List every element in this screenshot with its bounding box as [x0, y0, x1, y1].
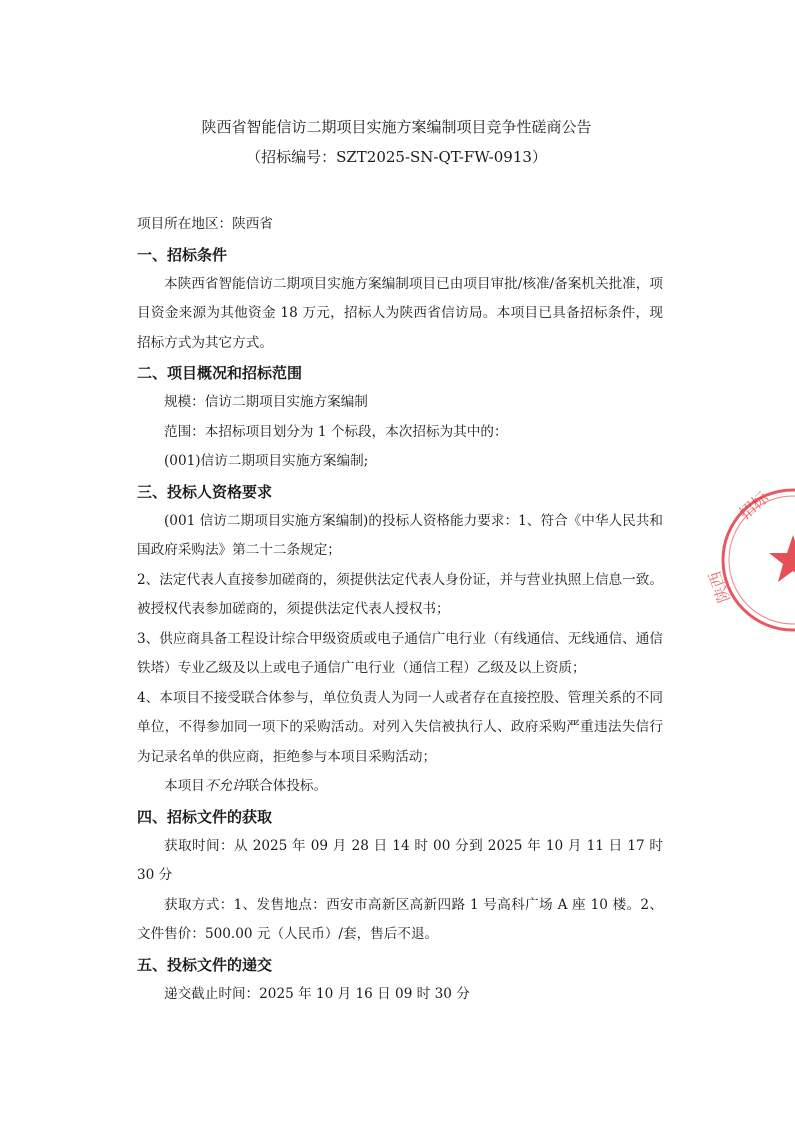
official-seal	[704, 480, 795, 650]
section-2-heading: 二、项目概况和招标范围	[137, 364, 303, 382]
requirement-2: 2、法定代表人直接参加磋商的，须提供法定代表人身份证，并与营业执照上信息一致。被授权代表参加磋商的，须提供法定代表人授权书；	[137, 571, 663, 617]
seal-star-icon	[769, 535, 795, 582]
svg-text:招标: 招标	[735, 487, 773, 524]
requirement-3: 3、供应商具备工程设计综合甲级资质或电子通信广电行业（有线通信、无线通信、通信铁塔）专业乙级及以上或电子通信广电行业（通信工程）乙级及以上资质；	[137, 630, 663, 676]
document-body	[137, 210, 663, 1009]
consortium-note-a: 本项目	[164, 778, 205, 794]
requirement-4: 4、本项目不接受联合体参与，单位负责人为同一人或者存在直接控股、管理关系的不同单位，不得参加同一项下的采购活动。对列入失信被执行人、政府采购严重违法失信行为记录名单的供应商，拒绝参与本项目采购活动；	[137, 689, 663, 765]
svg-text:陕西: 陕西	[704, 568, 734, 606]
lot-text: (001)信访二期项目实施方案编制;	[164, 453, 369, 469]
obtain-method: 获取方式：1、发售地点：西安市高新区高新四路 1 号高科广场 A 座 10 楼。2、文件售价：500.00 元（人民币）/套，售后不退。	[137, 896, 663, 942]
section-4-heading: 四、招标文件的获取	[137, 807, 273, 826]
section-3-heading: 三、投标人资格要求	[137, 482, 273, 501]
document-title: 陕西省智能信访二期项目实施方案编制项目竞争性磋商公告	[201, 118, 592, 136]
section-1-heading: 一、招标条件	[137, 245, 228, 264]
submission-deadline: 递交截止时间：2025 年 10 月 16 日 09 时 30 分	[164, 985, 470, 1002]
consortium-note	[137, 772, 663, 802]
scale-text: 规模：信访二期项目实施方案编制	[164, 394, 368, 410]
consortium-note-b: 不允许	[204, 778, 246, 794]
tender-number: （招标编号：SZT2025-SN-QT-FW-0913）	[246, 148, 547, 166]
section-5-heading: 五、投标文件的递交	[137, 955, 273, 974]
consortium-note-c: 联合体投标。	[245, 778, 328, 794]
project-region: 项目所在地区：陕西省	[137, 216, 273, 232]
obtain-time: 获取时间：从 2025 年 09 月 28 日 14 时 00 分到 2025 年 10 月 11 日 17 时 30 分	[137, 837, 663, 883]
section-1-text: 本陕西省智能信访二期项目实施方案编制项目已由项目审批/核准/备案机关批准，项目资金来源为其他资金 18 万元，招标人为陕西省信访局。本项目已具备招标条件，现招标方式为其它方式。	[137, 275, 663, 351]
scope-text: 范围：本招标项目划分为 1 个标段，本次招标为其中的：	[164, 423, 508, 440]
requirement-1: (001 信访二期项目实施方案编制)的投标人资格能力要求：1、符合《中华人民共和国政府采购法》第二十二条规定；	[137, 512, 663, 558]
